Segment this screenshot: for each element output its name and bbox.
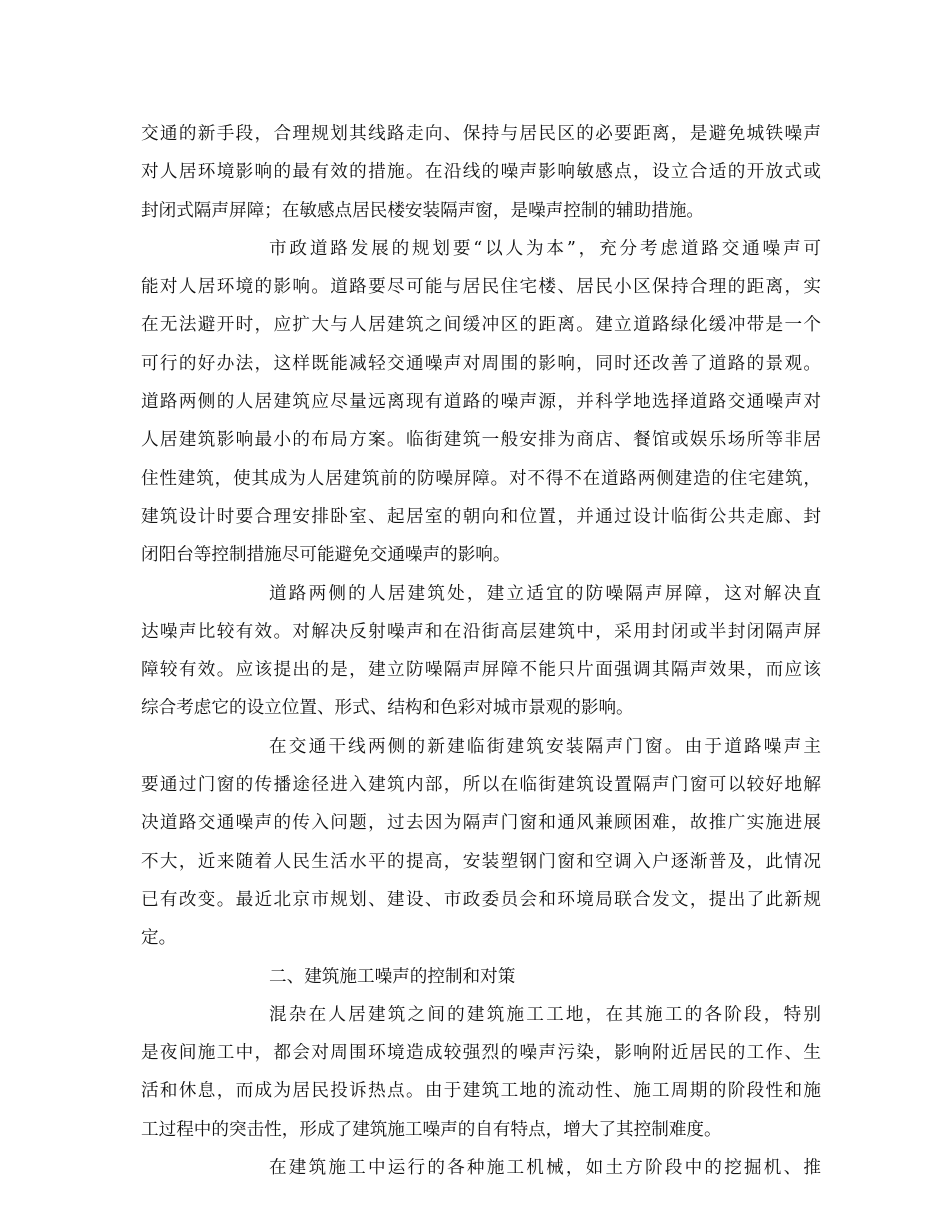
text-line: 是夜间施工中，都会对周围环境造成较强烈的噪声污染，影响附近居民的工作、生 <box>141 1043 821 1064</box>
text-line: 人居建筑影响最小的布局方案。临街建筑一般安排为商店、餐馆或娱乐场所等非居 <box>141 430 821 451</box>
text-line: 综合考虑它的设立位置、形式、结构和色彩对城市景观的影响。 <box>141 698 634 719</box>
text-line: 封闭式隔声屏障；在敏感点居民楼安装隔声窗，是噪声控制的辅助措施。 <box>141 200 705 221</box>
text-line: 市政道路发展的规划要“以人为本”，充分考虑道路交通噪声可 <box>269 238 821 259</box>
text-line: 要通过门窗的传播途径进入建筑内部，所以在临街建筑设置隔声门窗可以较好地解 <box>141 775 821 796</box>
text-line: 混杂在人居建筑之间的建筑施工工地，在其施工的各阶段，特别 <box>269 1004 821 1025</box>
text-line: 障较有效。应该提出的是，建立防噪隔声屏障不能只片面强调其隔声效果，而应该 <box>141 660 821 681</box>
text-line: 在建筑施工中运行的各种施工机械，如土方阶段中的挖掘机、推 <box>269 1158 821 1179</box>
text-line: 已有改变。最近北京市规划、建设、市政委员会和环境局联合发文，提出了此新规 <box>141 889 821 910</box>
text-line: 建筑设计时要合理安排卧室、起居室的朝向和位置，并通过设计临街公共走廊、封 <box>141 506 821 527</box>
text-line: 在无法避开时，应扩大与人居建筑之间缓冲区的距离。建立道路绿化缓冲带是一个 <box>141 315 821 336</box>
text-line: 在交通干线两侧的新建临街建筑安装隔声门窗。由于道路噪声主 <box>269 736 821 757</box>
text-line: 决道路交通噪声的传入问题，过去因为隔声门窗和通风兼顾困难，故推广实施进展 <box>141 813 821 834</box>
text-line: 达噪声比较有效。对解决反射噪声和在沿街高层建筑中，采用封闭或半封闭隔声屏 <box>141 621 821 642</box>
paragraph-3 <box>141 575 821 728</box>
text-line: 定。 <box>141 928 177 949</box>
paragraph-4 <box>141 728 821 958</box>
text-line: 道路两侧的人居建筑处，建立适宜的防噪隔声屏障，这对解决直 <box>269 583 821 604</box>
paragraph-5 <box>141 996 821 1149</box>
text-line: 能对人居环境的影响。道路要尽可能与居民住宅楼、居民小区保持合理的距离，实 <box>141 277 821 298</box>
text-line: 对人居环境影响的最有效的措施。在沿线的噪声影响敏感点，设立合适的开放式或 <box>141 162 821 183</box>
text-line: 活和休息，而成为居民投诉热点。由于建筑工地的流动性、施工周期的阶段性和施 <box>141 1081 821 1102</box>
text-line: 道路两侧的人居建筑应尽量远离现有道路的噪声源，并科学地选择道路交通噪声对 <box>141 392 821 413</box>
text-line: 不大，近来随着人民生活水平的提高，安装塑钢门窗和空调入户逐渐普及，此情况 <box>141 851 821 872</box>
text-line: 工过程中的突击性，形成了建筑施工噪声的自有特点，增大了其控制难度。 <box>141 1119 722 1140</box>
section-heading: 二、建筑施工噪声的控制和对策 <box>269 966 516 987</box>
paragraph-1 <box>141 115 821 230</box>
paragraph-2 <box>141 230 821 575</box>
text-line: 可行的好办法，这样既能减轻交通噪声对周围的影响，同时还改善了道路的景观。 <box>141 353 821 374</box>
text-line: 闭阳台等控制措施尽可能避免交通噪声的影响。 <box>141 545 511 566</box>
paragraph-6 <box>141 1149 821 1187</box>
document-page <box>141 115 821 1187</box>
text-line: 交通的新手段，合理规划其线路走向、保持与居民区的必要距离，是避免城铁噪声 <box>141 124 821 144</box>
text-line: 住性建筑，使其成为人居建筑前的防噪屏障。对不得不在道路两侧建造的住宅建筑， <box>141 468 821 489</box>
